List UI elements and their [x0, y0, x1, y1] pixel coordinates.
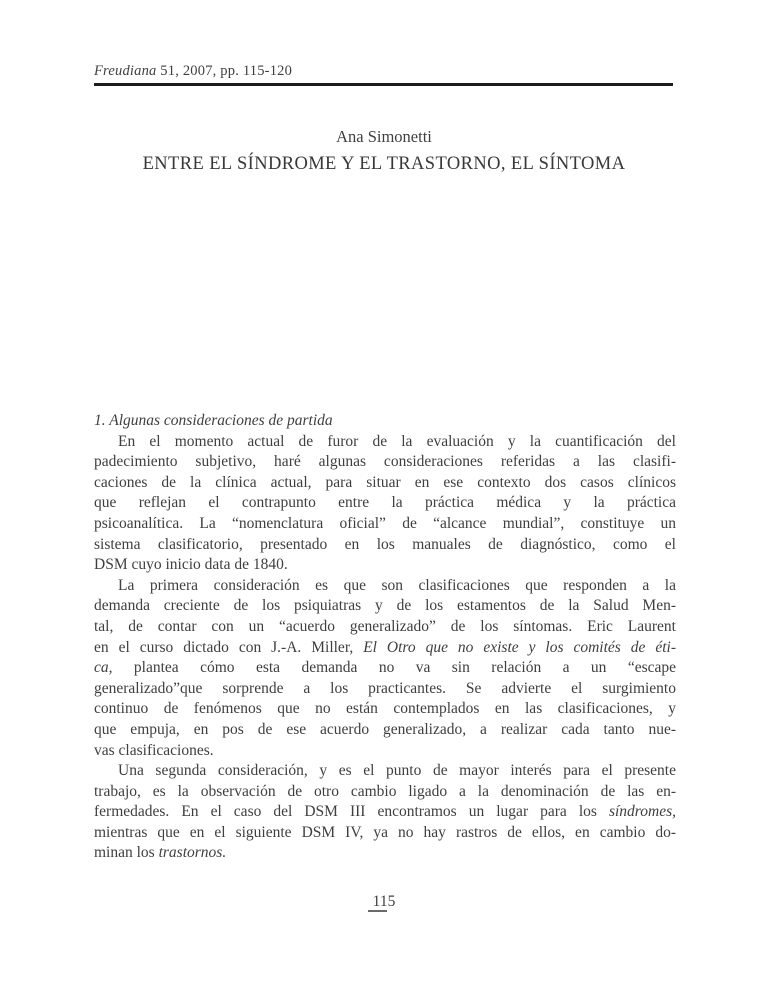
body-line: En el momento actual de furor de la evaluación y la cuantificación del [118, 432, 676, 450]
body-line: mientras que en el siguiente DSM IV, ya no hay rastros de ellos, en cambio do- [94, 823, 676, 841]
article-body [94, 411, 676, 864]
body-line: vas clasificaciones. [94, 741, 214, 759]
body-line: que reflejan el contrapunto entre la práctica médica y la práctica [94, 494, 676, 512]
body-line: psicoanalítica. La “nomenclatura oficial” de “alcance mundial”, constituye un [94, 514, 676, 532]
body-line: padecimiento subjetivo, haré algunas consideraciones referidas a las clasifi- [94, 453, 676, 471]
body-line: sistema clasificatorio, presentado en los manuales de diagnóstico, como el [94, 535, 676, 553]
header-rule [94, 83, 673, 86]
body-line: continuo de fenómenos que no están contemplados en las clasificaciones, y [94, 700, 676, 718]
body-line: que empuja, en pos de ese acuerdo generalizado, a realizar cada tanto nue- [94, 720, 676, 738]
page-number-underline [368, 910, 387, 912]
journal-citation: 51, 2007, pp. 115-120 [156, 63, 293, 79]
journal-name: Freudiana [94, 63, 157, 79]
body-line: Una segunda consideración, y es el punto de mayor interés para el presente [118, 762, 676, 780]
body-line: caciones de la clínica actual, para situar en ese contexto dos casos clínicos [94, 473, 676, 491]
page-number [0, 893, 768, 911]
body-line: ca, plantea cómo esta demanda no va sin relación a un “escape [94, 659, 676, 677]
page-number-text: 115 [372, 893, 396, 910]
author-name: Ana Simonetti [336, 127, 432, 146]
article-title: ENTRE EL SÍNDROME Y EL TRASTORNO, EL SÍNTOMA [142, 154, 626, 174]
body-line: 1. Algunas consideraciones de partida [94, 412, 333, 429]
body-line: en el curso dictado con J.-A. Miller, El Otro que no existe y los comités de éti- [94, 638, 676, 656]
body-line: minan los trastornos. [94, 844, 227, 862]
body-line: DSM cuyo inicio data de 1840. [94, 556, 288, 574]
running-head [94, 62, 676, 80]
body-line: demanda creciente de los psiquiatras y de los estamentos de la Salud Men- [94, 597, 676, 615]
body-line: La primera consideración es que son clasificaciones que responden a la [118, 576, 676, 594]
body-line: fermedades. En el caso del DSM III encontramos un lugar para los síndromes, [94, 803, 676, 821]
body-line: tal, de contar con un “acuerdo generalizado” de los síntomas. Eric Laurent [94, 617, 676, 635]
body-line: trabajo, es la observación de otro cambio ligado a la denominación de las en- [94, 782, 676, 800]
body-line: generalizado”que sorprende a los practicantes. Se advierte el surgimiento [94, 679, 676, 697]
